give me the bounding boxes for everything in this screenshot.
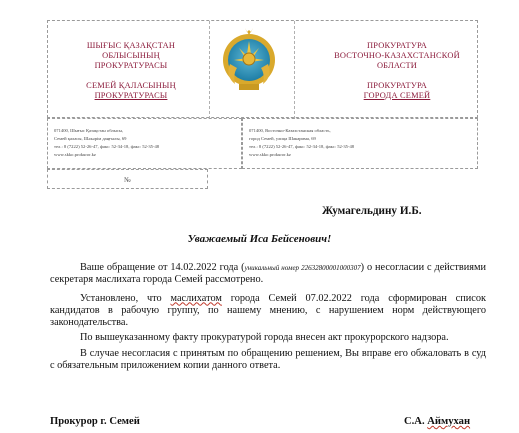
signer-name [404, 416, 470, 427]
letterhead-divider [294, 21, 295, 119]
recipient-name: Жумагельдину И.Б. [322, 205, 422, 217]
paragraph-action: По вышеуказанному факту прокуратурой города внесен акт прокурорского надзора. [80, 332, 449, 344]
paragraph-text: Установлено, что [80, 292, 171, 304]
address-line: тел.: 8 (7222) 52-26-47, факс: 52-34-18, факс: 52-35-48 [249, 144, 355, 149]
address-line: тел.: 8 (7222) 52-26-47, факс: 52-34-18, факс: 52-35-48 [54, 144, 160, 149]
letterhead-ru-city-line: ПРОКУРАТУРА [367, 81, 427, 90]
letterhead-ru-city-line: ГОРОДА СЕМЕЙ [363, 91, 431, 100]
signer-title: Прокурор г. Семей [50, 416, 140, 427]
paragraph-finding [50, 293, 486, 330]
salutation: Уважаемый Иса Бейсенович! [187, 233, 332, 245]
paragraph-text: Ваше обращение от 14.02.2022 года ( [80, 262, 245, 273]
letter-body [50, 262, 486, 375]
address-block-russian [242, 118, 478, 169]
letterhead-ru-line: ОБЛАСТИ [376, 61, 418, 70]
spellcheck-word: маслихатом [170, 292, 222, 304]
paragraph-appeal [50, 262, 486, 287]
letterhead-kz-city-line: СЕМЕЙ ҚАЛАСЫНЫҢ [86, 81, 176, 90]
unique-number-note: уникальный номер 22632800001000307 [244, 264, 361, 272]
address-line: www.skko.prokuror.kz [249, 152, 291, 157]
letterhead-ru-line: ВОСТОЧНО-КАЗАХСТАНСКОЙ [334, 51, 460, 60]
kazakhstan-emblem-icon [221, 26, 277, 100]
letterhead-divider [209, 21, 210, 119]
signer-initials: С.А. [404, 416, 428, 427]
address-line: 071400, Шығыс Қазақстан облысы, [54, 128, 124, 133]
paragraph-text: ) о несогласии с действиями секретаря маслихата города Семей рассмотрено. [50, 262, 486, 286]
address-line: www.skko.prokuror.kz [54, 152, 96, 157]
address-block-kazakh [47, 118, 242, 169]
letterhead-kazakh [56, 41, 206, 101]
letterhead-russian [320, 41, 474, 101]
address-line: Семей қаласы, Шәкәрім даңғылы, 69 [54, 136, 127, 141]
paragraph-text: города Семей 07.02.2022 года сформирован список кандидатов в рабочую группу, по нашему мнению, с нарушением норм действующего законодательства. [50, 292, 486, 329]
address-line: 071400, Восточно-Казахстанская область, [249, 128, 331, 133]
letterhead-kz-line: ШЫҒЫС ҚАЗАҚСТАН [86, 41, 176, 50]
document-number-field [47, 169, 208, 189]
letterhead-kz-line: ОБЛЫСЫНЫҢ [102, 51, 160, 60]
letterhead-kz-line: ПРОКУРАТУРАСЫ [94, 61, 168, 70]
paragraph-appeal-rights: В случае несогласия с принятым по обращению решением, Вы вправе его обжаловать в суд с обязательным приложением копии данного ответа. [50, 347, 486, 372]
address-line: город Семей, улица Шакарима, 69 [249, 136, 316, 141]
letterhead-kz-city-line: ПРОКУРАТУРАСЫ [94, 91, 168, 100]
document-number-label: № [124, 176, 131, 184]
spellcheck-word: Аймухан [427, 416, 471, 427]
letterhead [47, 20, 478, 118]
letterhead-ru-line: ПРОКУРАТУРА [367, 41, 427, 50]
